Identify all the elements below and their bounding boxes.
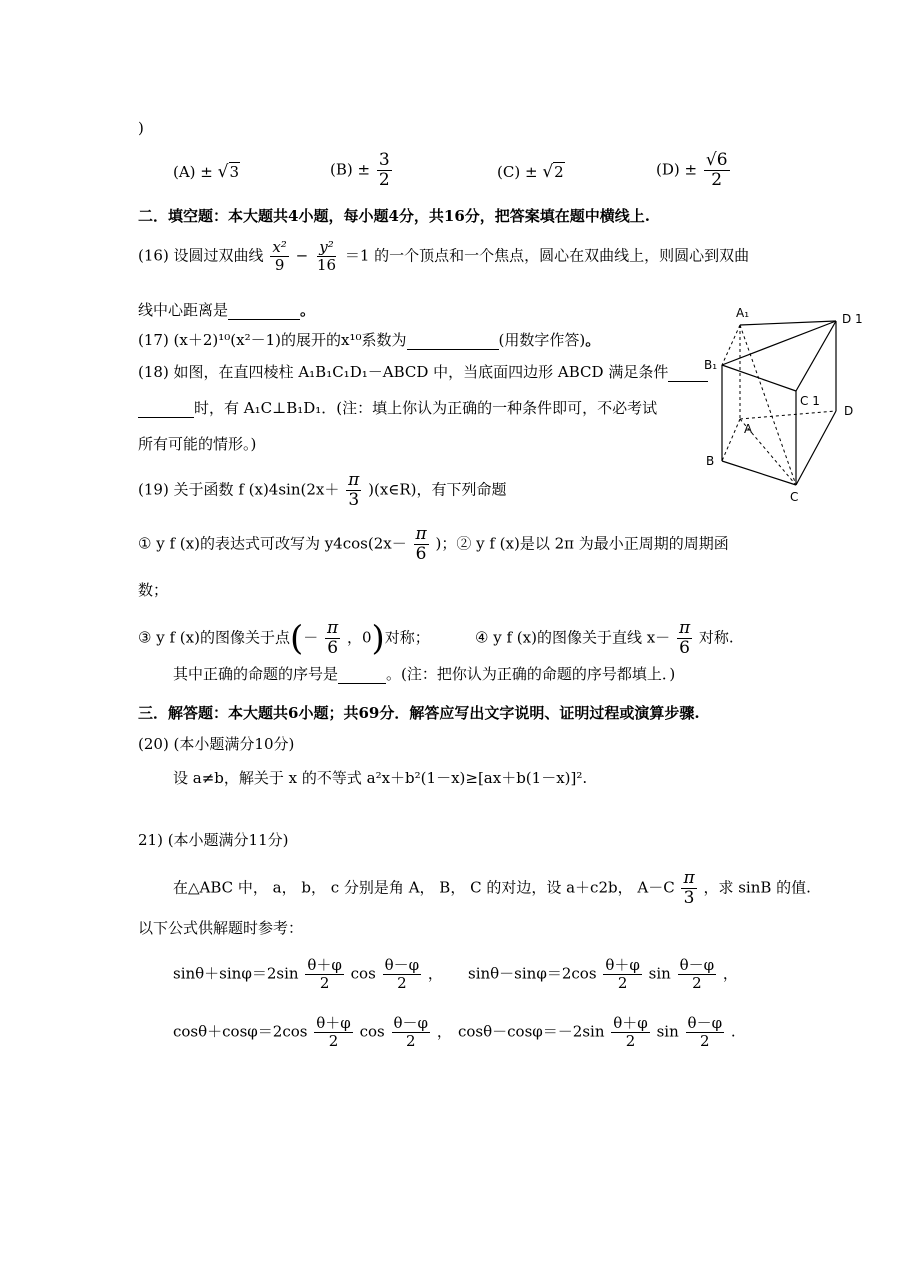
q16-answer-blank[interactable] [228,303,300,320]
q16-line2: 线中心距离是 。 [138,301,316,319]
formula-sum-sin: sinθ＋sinφ＝2sin $\frac{\theta+\varphi}{2}$ cos $\frac{\theta-\varphi}{2}$ ， [173,956,443,992]
q19-prop3: ③ y f (x)的图像关于点(－ $\frac{\pi}{6}$ ，0)对称； [138,618,430,659]
q17-answer-blank[interactable] [407,333,499,350]
label-a: A [744,422,753,436]
formula-diff-cos: cosθ－cosφ＝－2sin $\frac{\theta+\varphi}{2}$ sin $\frac{\theta-\varphi}{2}$ . [458,1014,736,1050]
q16-line1: (16) 设圆过双曲线 $\frac{\text{x²}}{9}$ − $\frac{\text{y²}}{16}$ ＝1 的一个顶点和一个焦点，圆心在双曲线上，则圆心到双曲 [138,238,750,274]
q18-line2: 时，有 A₁C⊥B₁D₁．(注：填上你认为正确的一种条件即可，不必考试 [138,398,657,418]
q20-title: (20) (本小题满分10分) [138,735,295,753]
q19-prop1: ① y f (x)的表达式可改写为 y4cos(2x－ $\frac{\pi}{6}$ )；② y f (x)是以 2π 为最小正周期的周期函 [138,524,729,564]
option-d: (D) ± $\frac{√6}{2}$ [656,150,728,190]
q19-answer-line: 其中正确的命题的序号是 。(注：把你认为正确的命题的序号都填上．) [173,665,676,683]
q17-line: (17) (x＋2)¹⁰(x²－1)的展开的x¹⁰系数为 (用数字作答)。 [138,331,601,349]
formula-diff-sin: sinθ－sinφ＝2cos $\frac{\theta+\varphi}{2}$ sin $\frac{\theta-\varphi}{2}$ ， [468,956,738,992]
q21-title: 21) (本小题满分11分) [138,831,289,849]
q19-prop4: ④ y f (x)的图像关于直线 x－ $\frac{\pi}{6}$ 对称. [475,618,734,658]
q21-body: 在△ABC 中， a， b， c 分别是角 A， B， C 的对边，设 a＋c2b， A－C $\frac{\pi}{3}$ ，求 sinB 的值. [173,868,811,908]
q18-line1: (18) 如图，在直四棱柱 A₁B₁C₁D₁－ABCD 中，当底面四边形 ABCD 满足条件 [138,362,708,382]
q19-prop1-cont: 数； [138,581,169,599]
q20-body: 设 a≠b，解关于 x 的不等式 a²x＋b²(1－x)≥[ax＋b(1－x)]². [173,769,588,787]
label-b: B [706,454,715,468]
label-b1: B₁ [704,358,718,372]
section3-heading: 三．解答题：本大题共6小题；共69分．解答应写出文字说明、证明过程或演算步骤. [138,704,700,722]
label-a1: A₁ [736,306,750,320]
section2-heading: 二．填空题：本大题共4小题，每小题4分，共16分，把答案填在题中横线上. [138,207,650,225]
formulas-intro: 以下公式供解题时参考： [138,919,304,937]
q19-line1: (19) 关于函数 f (x)4sin(2x＋ $\frac{\pi}{3}$ )(x∈R)，有下列命题 [138,470,507,510]
label-d1: D 1 [842,312,863,326]
option-a: (A) ± √3 [173,162,240,182]
option-c: (C) ± √2 [497,162,564,182]
prism-diagram [700,305,870,510]
label-d: D [844,404,854,418]
prism-figure [700,305,870,510]
label-c: C [790,490,799,504]
option-b: (B) ± $\frac{3}{2}$ [330,150,390,190]
q19-answer-blank[interactable] [338,667,386,684]
prev-close-paren: ) [138,119,144,137]
formula-sum-cos: cosθ＋cosφ＝2cos $\frac{\theta+\varphi}{2}$ cos $\frac{\theta-\varphi}{2}$ ， [173,1014,452,1050]
label-c1: C 1 [800,394,820,408]
q18-line3: 所有可能的情形。) [138,435,257,453]
